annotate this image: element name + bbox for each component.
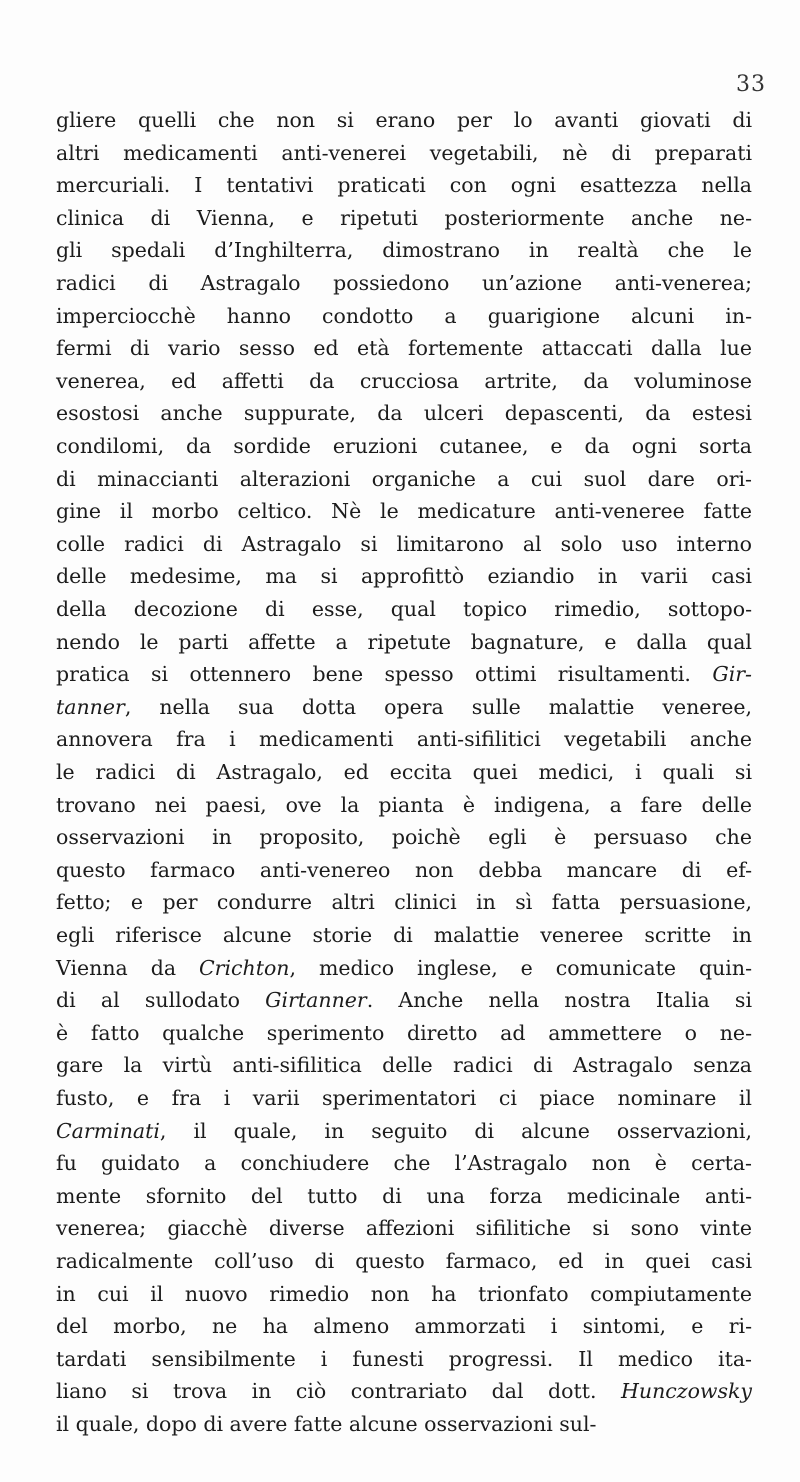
text-segment: gliere quelli che non si erano per lo avanti giovati di bbox=[56, 108, 752, 132]
text-line bbox=[56, 695, 752, 719]
text-segment: di minaccianti alterazioni organiche a cui suol dare ori- bbox=[56, 466, 752, 491]
text-line bbox=[56, 825, 752, 849]
italic-name: Girtanner bbox=[265, 988, 367, 1013]
text-segment: gli spedali d’Inghilterra, dimostrano in realtà che le bbox=[56, 238, 752, 263]
italic-name: Carminati bbox=[56, 1118, 160, 1143]
text-segment: esostosi anche suppurate, da ulceri depascenti, da estesi bbox=[56, 401, 752, 426]
text-segment: venerea; giacchè diverse affezioni sifilitiche si sono vinte bbox=[56, 1216, 752, 1241]
text-segment: gare la virtù anti-sifilitica delle radici di Astragalo senza bbox=[56, 1053, 752, 1078]
text-line bbox=[56, 173, 752, 197]
italic-name: Crichton bbox=[199, 955, 290, 980]
italic-name: tanner bbox=[56, 694, 125, 719]
text-line bbox=[56, 1282, 752, 1306]
text-line bbox=[56, 1379, 752, 1403]
text-line bbox=[56, 467, 752, 491]
text-segment: fusto, e fra i varii sperimentatori ci piace nominare il bbox=[56, 1086, 752, 1110]
text-segment: della decozione di esse, qual topico rimedio, sottopo- bbox=[56, 597, 752, 621]
text-segment: pratica si ottennero bene spesso ottimi risultamenti. bbox=[56, 662, 713, 687]
text-line bbox=[56, 336, 752, 360]
text-segment: altri medicamenti anti-venerei vegetabili, nè di preparati bbox=[56, 140, 752, 165]
text-segment: fermi di vario sesso ed età fortemente attaccati dalla lue bbox=[56, 336, 752, 361]
text-segment: colle radici di Astragalo si limitarono al solo uso interno bbox=[56, 531, 752, 556]
text-segment: egli riferisce alcune storie di malattie veneree scritte in bbox=[56, 923, 752, 947]
text-line bbox=[56, 923, 752, 947]
text-line bbox=[56, 793, 752, 817]
text-line bbox=[56, 369, 752, 393]
text-line bbox=[56, 532, 752, 556]
text-line bbox=[56, 304, 752, 328]
text-line bbox=[56, 956, 752, 980]
text-segment: di al sullodato bbox=[56, 988, 266, 1013]
text-line bbox=[56, 1314, 752, 1338]
text-segment: Vienna da bbox=[56, 955, 199, 980]
text-segment: fu guidato a conchiudere che l’Astragalo non è certa- bbox=[56, 1151, 752, 1176]
text-line bbox=[56, 1347, 752, 1371]
text-segment: questo farmaco anti-venereo non debba mancare di ef- bbox=[56, 857, 752, 882]
text-line bbox=[56, 401, 752, 425]
text-line bbox=[56, 271, 752, 295]
text-line bbox=[56, 1249, 752, 1273]
text-segment: trovano nei paesi, ove la pianta è indigena, a fare delle bbox=[56, 792, 752, 817]
text-segment: tardati sensibilmente i funesti progressi. Il medico ita- bbox=[56, 1346, 752, 1371]
text-segment: nendo le parti affette a ripetute bagnature, e dalla qual bbox=[56, 629, 752, 654]
text-segment: condilomi, da sordide eruzioni cutanee, e da ogni sorta bbox=[56, 434, 752, 458]
text-segment: liano si trova in ciò contrariato dal dott. bbox=[56, 1379, 622, 1404]
italic-name: Gir- bbox=[712, 662, 752, 687]
text-segment: imperciocchè hanno condotto a guarigione alcuni in- bbox=[56, 303, 752, 328]
italic-name: Hunczowsky bbox=[621, 1379, 752, 1404]
text-line bbox=[56, 499, 752, 523]
text-segment: in cui il nuovo rimedio non ha trionfato compiutamente bbox=[56, 1281, 752, 1306]
text-line bbox=[56, 662, 752, 686]
text-line bbox=[56, 1184, 752, 1208]
text-line bbox=[56, 1216, 752, 1240]
text-segment: mercuriali. I tentativi praticati con ogni esattezza nella bbox=[56, 173, 752, 198]
text-line bbox=[56, 760, 752, 784]
text-line bbox=[56, 597, 752, 621]
text-segment: mente sfornito del tutto di una forza medicinale anti- bbox=[56, 1183, 752, 1208]
text-segment: osservazioni in proposito, poichè egli è persuaso che bbox=[56, 825, 752, 850]
text-segment: il quale, dopo di avere fatte alcune osservazioni sul- bbox=[56, 1412, 597, 1436]
text-line bbox=[56, 238, 752, 262]
text-line bbox=[56, 988, 752, 1012]
text-line bbox=[56, 1021, 752, 1045]
text-line bbox=[56, 1086, 752, 1110]
text-segment: radicalmente coll’uso di questo farmaco, ed in quei casi bbox=[56, 1249, 752, 1273]
text-line bbox=[56, 206, 752, 230]
text-line bbox=[56, 1053, 752, 1077]
text-line bbox=[56, 564, 752, 588]
text-segment: , nella sua dotta opera sulle malattie veneree, bbox=[124, 694, 752, 719]
text-line bbox=[56, 1119, 752, 1143]
text-line bbox=[56, 630, 752, 654]
text-line bbox=[56, 141, 752, 165]
text-segment: , il quale, in seguito di alcune osservazioni, bbox=[159, 1118, 752, 1143]
text-line bbox=[56, 108, 752, 132]
text-line bbox=[56, 858, 752, 882]
text-segment: del morbo, ne ha almeno ammorzati i sintomi, e ri- bbox=[56, 1314, 752, 1339]
text-line bbox=[56, 1151, 752, 1175]
text-line bbox=[56, 1412, 752, 1436]
text-segment: . Anche nella nostra Italia si bbox=[366, 988, 753, 1013]
text-line bbox=[56, 727, 752, 751]
text-segment: fetto; e per condurre altri clinici in sì fatta persuasione, bbox=[56, 890, 752, 915]
text-segment: clinica di Vienna, e ripetuti posteriormente anche ne- bbox=[56, 205, 752, 230]
text-line bbox=[56, 890, 752, 914]
text-line bbox=[56, 434, 752, 458]
text-segment: annovera fra i medicamenti anti-sifilitici vegetabili anche bbox=[56, 727, 752, 752]
text-segment: venerea, ed affetti da crucciosa artrite, da voluminose bbox=[56, 368, 752, 393]
text-segment: gine il morbo celtico. Nè le medicature anti-veneree fatte bbox=[56, 499, 752, 524]
text-segment: , medico inglese, e comunicate quin- bbox=[289, 955, 752, 980]
text-segment: delle medesime, ma si approfittò eziandio in varii casi bbox=[56, 564, 752, 589]
text-segment: le radici di Astragalo, ed eccita quei medici, i quali si bbox=[56, 760, 752, 784]
text-segment: radici di Astragalo possiedono un’azione anti-venerea; bbox=[56, 271, 752, 295]
page-number: 33 bbox=[736, 72, 766, 97]
text-segment: è fatto qualche sperimento diretto ad ammettere o ne- bbox=[56, 1020, 752, 1045]
